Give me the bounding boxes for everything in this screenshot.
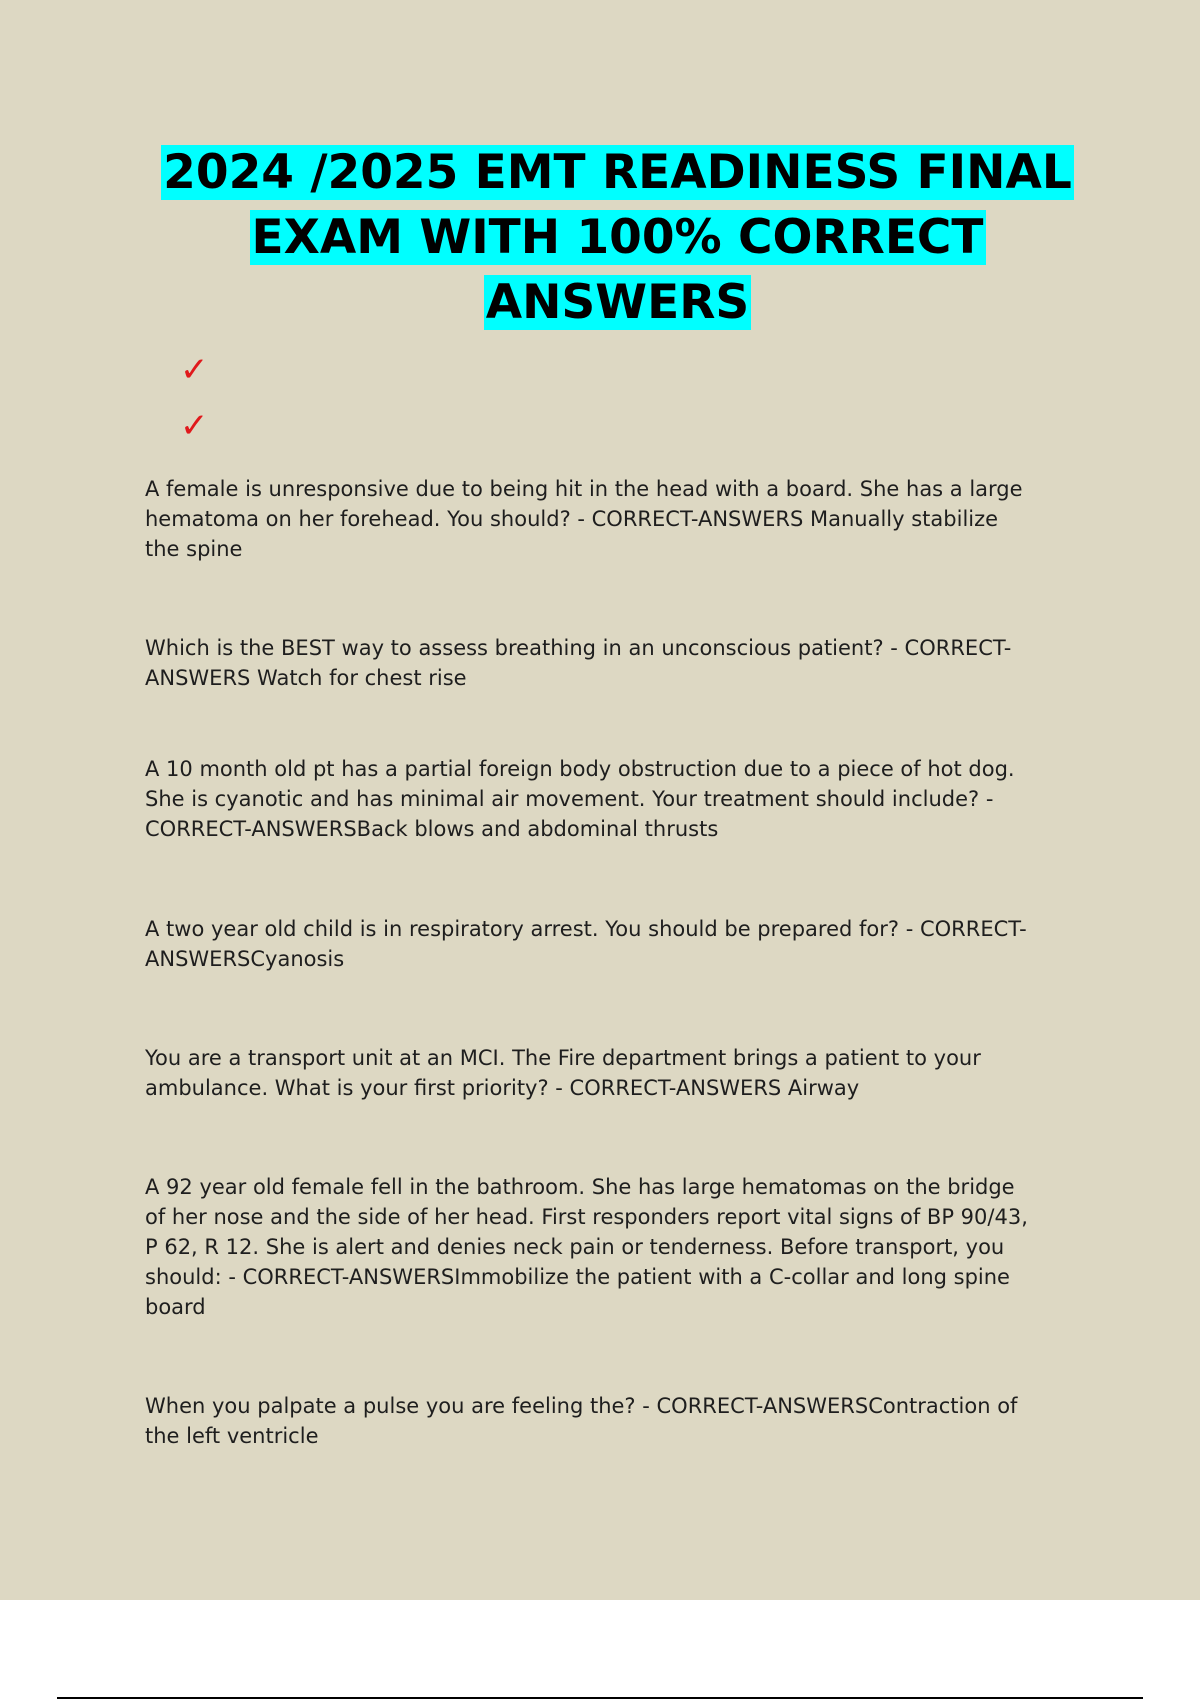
document-title (100, 140, 1135, 335)
question-answer-3: A 10 month old pt has a partial foreign body obstruction due to a piece of hot dog. She is cyanotic and has minimal air movement. Your treatment should include? - CORRECT-ANSWERSBack blows and abdominal thrusts (145, 757, 1015, 841)
question-answer-7: When you palpate a pulse you are feeling the? - CORRECT-ANSWERSContraction of the left ventricle (145, 1394, 1018, 1448)
question-answer-5: You are a transport unit at an MCI. The Fire department brings a patient to your ambulance. What is your first priority? - CORRECT-ANSWERS Airway (145, 1046, 981, 1100)
question-answer-6: A 92 year old female fell in the bathroom. She has large hematomas on the bridge of her nose and the side of her head. First responders report vital signs of BP 90/43, P 62, R 12. She is alert and denies neck pain or tenderness. Before transport, you should: - CORRECT-ANSWERSImmobilize the patient with a C-collar and long spine board (145, 1175, 1028, 1319)
checkmark-icon: ✓ (180, 406, 209, 446)
title-line-3: ANSWERS (485, 275, 750, 330)
footer-rule (57, 1697, 1143, 1699)
checkmark-icon: ✓ (180, 350, 209, 390)
question-answer-1: A female is unresponsive due to being hit in the head with a board. She has a large hematoma on her forehead. You should? - CORRECT-ANSWERS Manually stabilize the spine (145, 477, 1023, 561)
question-answer-4: A two year old child is in respiratory arrest. You should be prepared for? - CORRECT- ANSWERSCyanosis (145, 917, 1027, 971)
title-line-2: EXAM WITH 100% CORRECT (251, 210, 984, 265)
title-line-1: 2024 /2025 EMT READINESS FINAL (163, 145, 1072, 200)
question-answer-2: Which is the BEST way to assess breathing in an unconscious patient? - CORRECT- ANSWERS Watch for chest rise (145, 636, 1012, 690)
